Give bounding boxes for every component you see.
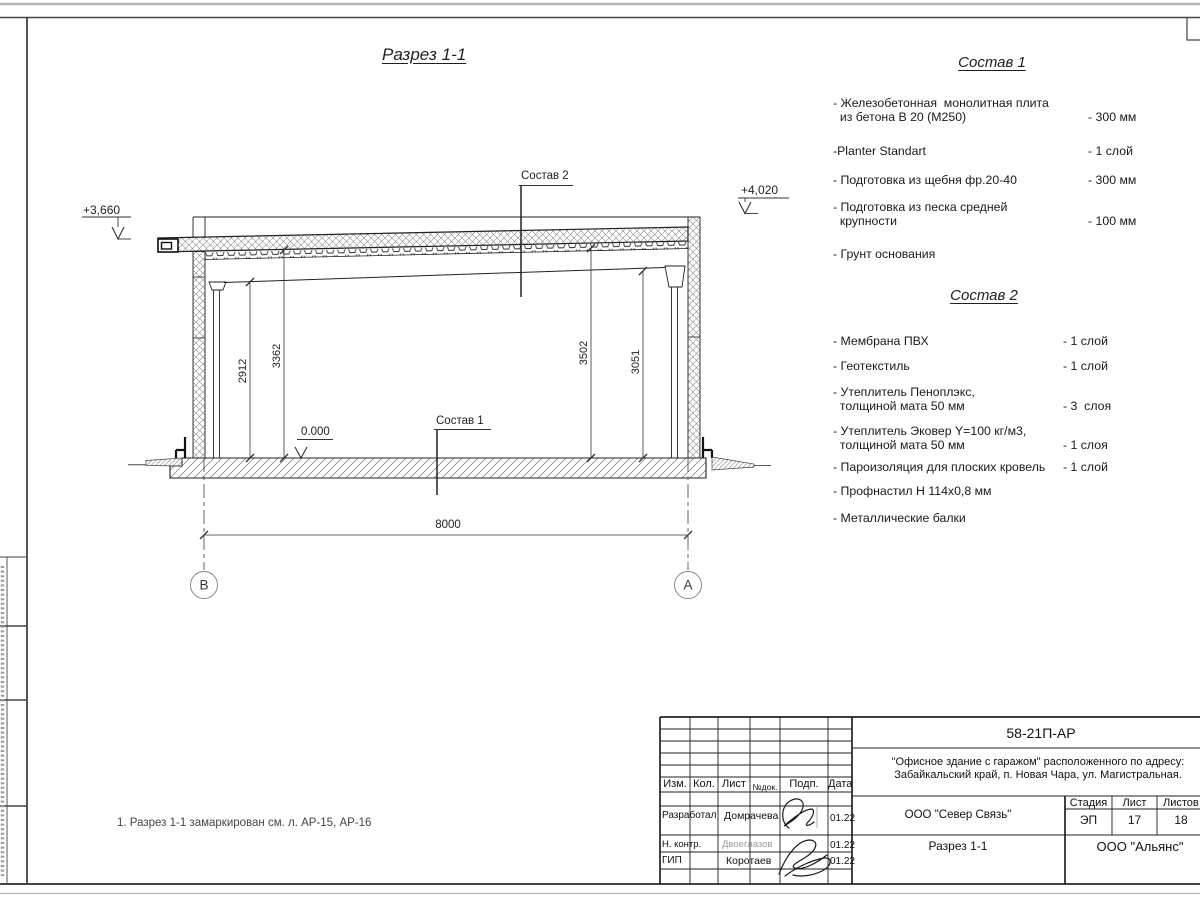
signature-developer bbox=[783, 799, 814, 828]
sheet-value: 17 bbox=[1127, 813, 1142, 827]
date-gip: 01.22 bbox=[830, 856, 856, 867]
client-org: ООО "Север Связь" bbox=[904, 809, 1012, 821]
role-ncontrol: Н. контр. bbox=[662, 839, 702, 850]
doc-number: 58-21П-АР bbox=[1006, 725, 1076, 741]
material-item: - Геотекстиль - 1 слой bbox=[833, 359, 1108, 373]
material-item: - Утеплитель Эковер Y=100 кг/м3, толщиной мата 50 мм - 1 слоя bbox=[833, 424, 1108, 452]
sheet-note: 1. Разрез 1-1 замаркирован см. л. АР-15, АР-16 bbox=[117, 817, 372, 829]
item-value: - 300 мм bbox=[1088, 173, 1137, 187]
col-header-data: Дата bbox=[828, 778, 853, 790]
material-item: - Подготовка из песка средней крупности - 100 мм bbox=[833, 200, 1137, 228]
material-item: - Металлические балки bbox=[833, 511, 966, 525]
item-value: - 1 слой bbox=[1063, 359, 1108, 373]
signatures bbox=[779, 799, 830, 876]
item-value: - 1 слой bbox=[1063, 460, 1108, 474]
elevation-left-label: +3,660 bbox=[83, 203, 121, 217]
sheets-value: 18 bbox=[1174, 813, 1188, 827]
item-value: - 1 слой bbox=[1088, 144, 1133, 158]
dim-label-3362: 3362 bbox=[271, 343, 283, 369]
name-gip: Коротаев bbox=[726, 855, 772, 867]
signature-gip bbox=[779, 840, 830, 876]
elevation-right-label: +4,020 bbox=[741, 183, 779, 197]
material-item: - Грунт основания bbox=[833, 247, 936, 261]
item-value: - 3 слоя bbox=[1063, 398, 1112, 413]
col-header-ndok: №док. bbox=[752, 782, 778, 792]
dim-label-3502: 3502 bbox=[578, 340, 590, 366]
item-value: - 1 слой bbox=[1063, 334, 1108, 348]
name-ncontrol: Двоеглазов bbox=[722, 839, 773, 850]
col-header-kol: Кол. bbox=[693, 778, 715, 790]
col-header-izm: Изм. bbox=[663, 778, 687, 790]
stage-header: Стадия bbox=[1069, 797, 1108, 809]
axis-bubble-b: В bbox=[199, 577, 209, 593]
elevation-zero-label: 0.000 bbox=[301, 426, 330, 438]
material-item: - Железобетонная монолитная плита из бетона В 20 (М250) - 300 мм bbox=[833, 96, 1137, 124]
item-value: - 1 слоя bbox=[1063, 437, 1108, 452]
item-value: - 100 мм bbox=[1088, 213, 1137, 228]
material-item: - Подготовка из щебня фр.20-40 - 300 мм bbox=[833, 173, 1137, 187]
material-item: - Мембрана ПВХ - 1 слой bbox=[833, 334, 1108, 348]
material-item: - Пароизоляция для плоских кровель - 1 слой bbox=[833, 460, 1108, 474]
date-ncontrol: 01.22 bbox=[830, 840, 856, 851]
dim-label-3051: 3051 bbox=[630, 349, 642, 375]
dim-label-8000: 8000 bbox=[435, 519, 461, 531]
building-section bbox=[128, 217, 771, 478]
sostav1-leader-label: Состав 1 bbox=[436, 415, 484, 427]
date-developer: 01.22 bbox=[830, 813, 856, 824]
role-developer: Разработал bbox=[662, 810, 717, 821]
sheet-title: Разрез 1-1 bbox=[928, 839, 988, 853]
sostav1-heading: Состав 1 bbox=[958, 54, 1026, 71]
stage-value: ЭП bbox=[1079, 813, 1098, 827]
item-value: - 300 мм bbox=[1088, 109, 1137, 124]
sostav2-leader-label: Состав 2 bbox=[521, 170, 569, 182]
col-header-podp: Подп. bbox=[789, 778, 819, 790]
axis-bubble-a: А bbox=[683, 577, 693, 593]
role-gip: ГИП bbox=[662, 855, 682, 866]
material-item: -Planter Standart - 1 слой bbox=[833, 144, 1133, 158]
sheets-header: Листов bbox=[1163, 797, 1199, 809]
dim-label-2912: 2912 bbox=[237, 358, 249, 384]
section-title: Разрез 1-1 bbox=[382, 45, 467, 64]
project-name-line2: Забайкальский край, п. Новая Чара, ул. Магистральная. bbox=[894, 769, 1182, 781]
material-item: - Утеплитель Пеноплэкс, толщиной мата 50 мм - 3 слоя bbox=[833, 385, 1112, 413]
sostav2-heading: Состав 2 bbox=[950, 287, 1018, 304]
project-name-line1: "Офисное здание с гаражом" расположенного по адресу: bbox=[891, 756, 1185, 768]
company-name: ООО "Альянс" bbox=[1096, 839, 1184, 854]
col-header-list: Лист bbox=[722, 778, 746, 790]
name-developer: Домрачева bbox=[724, 810, 779, 822]
material-item: - Профнастил Н 114х0,8 мм bbox=[833, 484, 992, 498]
sheet-header: Лист bbox=[1122, 797, 1147, 809]
